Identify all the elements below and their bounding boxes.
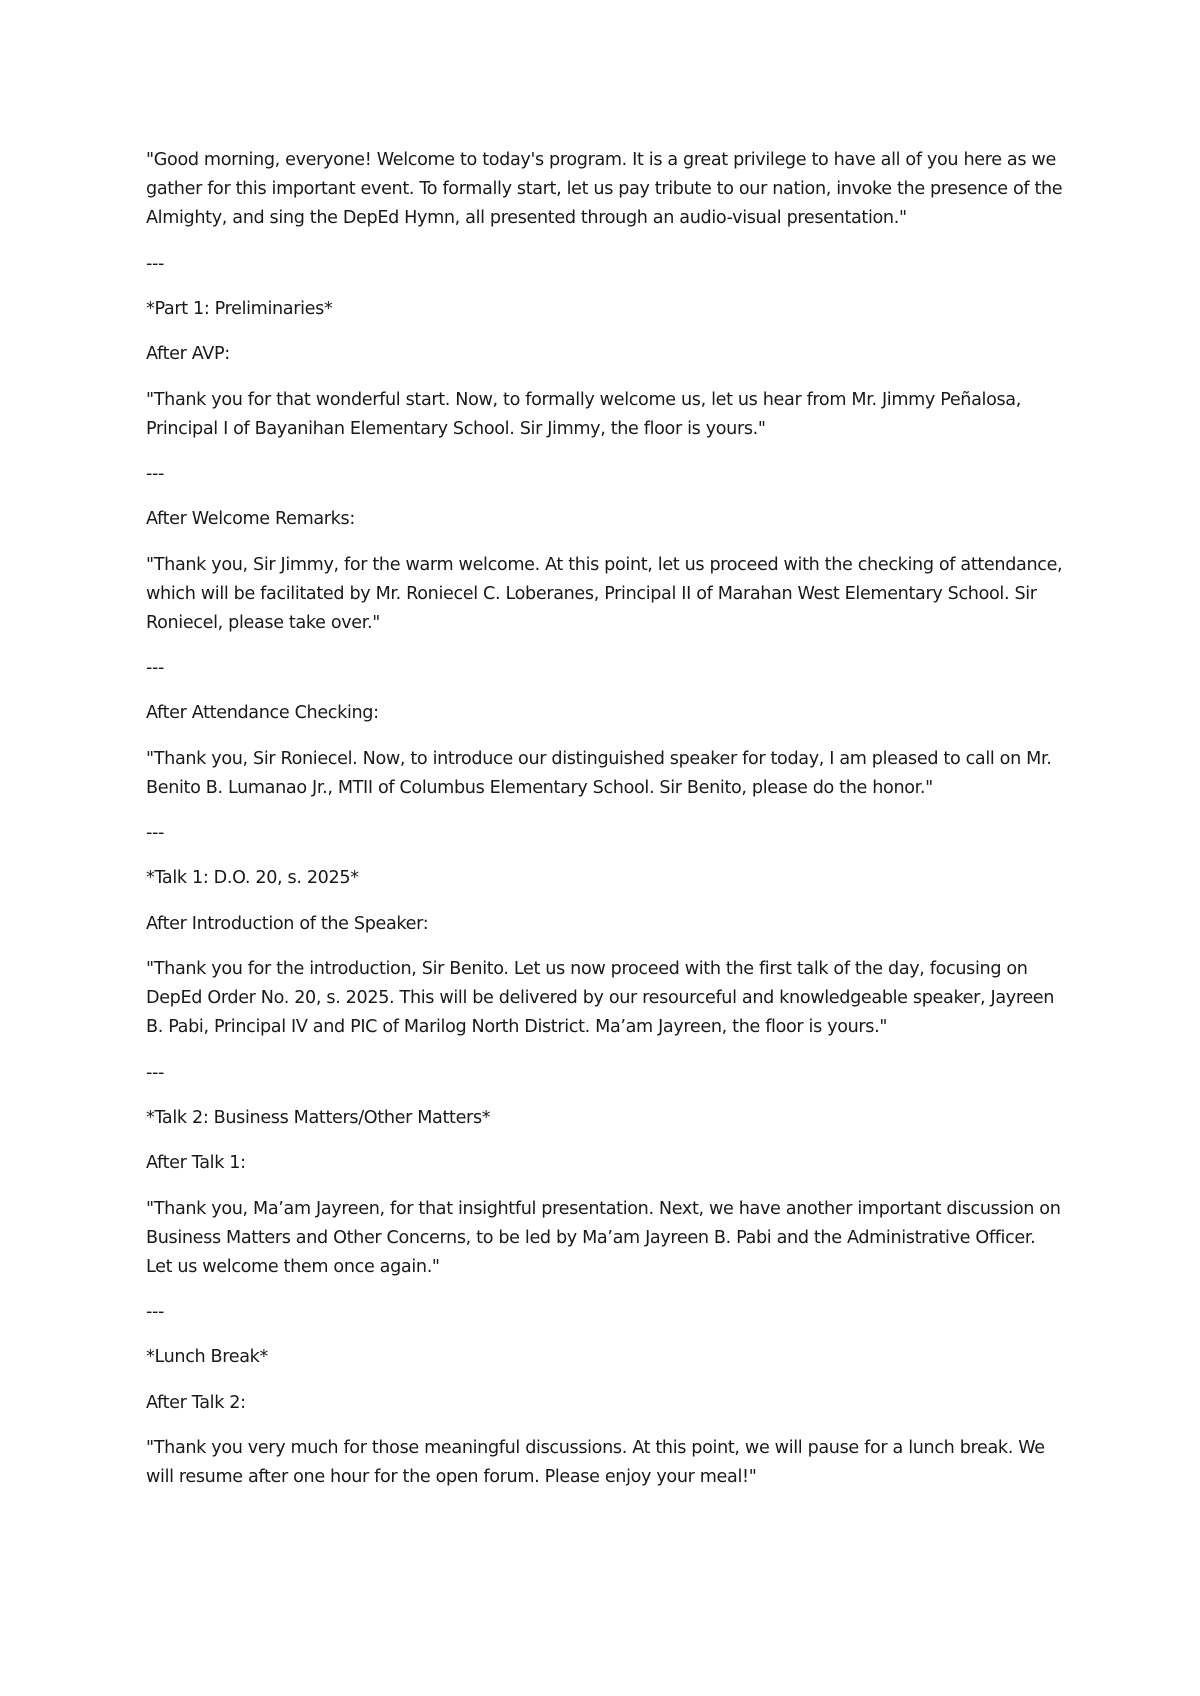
document-body [146,146,1066,1509]
cue-label: After Talk 1: [146,1153,246,1173]
separator: --- [146,1302,164,1322]
script-paragraph: "Thank you very much for those meaningful discussions. At this point, we will pause for a lunch break. We will resume after one hour for the open forum. Please enjoy your meal!" [146,1438,1045,1487]
cue-label: After Talk 2: [146,1392,246,1413]
separator: --- [146,823,164,843]
script-paragraph: "Thank you, Sir Jimmy, for the warm welcome. At this point, let us proceed with the checking of attendance, which will be facilitated by Mr. Roniecel C. Loberanes, Principal II of Marahan West Elementary School. Sir Roniecel, please take over." [146,554,1063,633]
script-paragraph: "Thank you, Sir Roniecel. Now, to introduce our distinguished speaker for today, I am pleased to call on Mr. Benito B. Lumanao Jr., MTII of Columbus Elementary School. Sir Benito, please do the honor." [146,748,1052,798]
cue-label: After Welcome Remarks: [146,509,355,529]
section-heading-talk-2: *Talk 2: Business Matters/Other Matters* [146,1107,491,1128]
separator: --- [146,464,164,484]
section-heading-lunch-break: *Lunch Break* [146,1347,268,1367]
script-paragraph: "Thank you for the introduction, Sir Benito. Let us now proceed with the first talk of the day, focusing on DepEd Order No. 20, s. 2025. This will be delivered by our resourceful and knowledgeable speaker, Jayreen B. Pabi, Principal IV and PIC of Marilog North District. Ma’am Jayreen, the floor is yours." [146,959,1055,1037]
script-paragraph: "Thank you for that wonderful start. Now, to formally welcome us, let us hear from Mr. Jimmy Peñalosa, Principal I of Bayanihan Elementary School. Sir Jimmy, the floor is yours." [146,389,1021,439]
separator: --- [146,658,164,678]
section-heading-talk-1: *Talk 1: D.O. 20, s. 2025* [146,868,359,888]
separator: --- [146,253,164,274]
cue-label: After Introduction of the Speaker: [146,913,429,934]
cue-label: After AVP: [146,344,230,364]
script-paragraph: "Thank you, Ma’am Jayreen, for that insightful presentation. Next, we have another important discussion on Business Matters and Other Concerns, to be led by Ma’am Jayreen B. Pabi and the Administrative Officer. Let us welcome them once again." [146,1198,1061,1277]
cue-label: After Attendance Checking: [146,703,379,723]
section-heading-preliminaries: *Part 1: Preliminaries* [146,298,333,319]
separator: --- [146,1062,164,1083]
opening-remarks-paragraph: "Good morning, everyone! Welcome to today's program. It is a great privilege to have all of you here as we gather for this important event. To formally start, let us pay tribute to our nation, invoke the presence of the Almighty, and sing the DepEd Hymn, all presented through an audio-visual presentation." [146,150,1063,228]
